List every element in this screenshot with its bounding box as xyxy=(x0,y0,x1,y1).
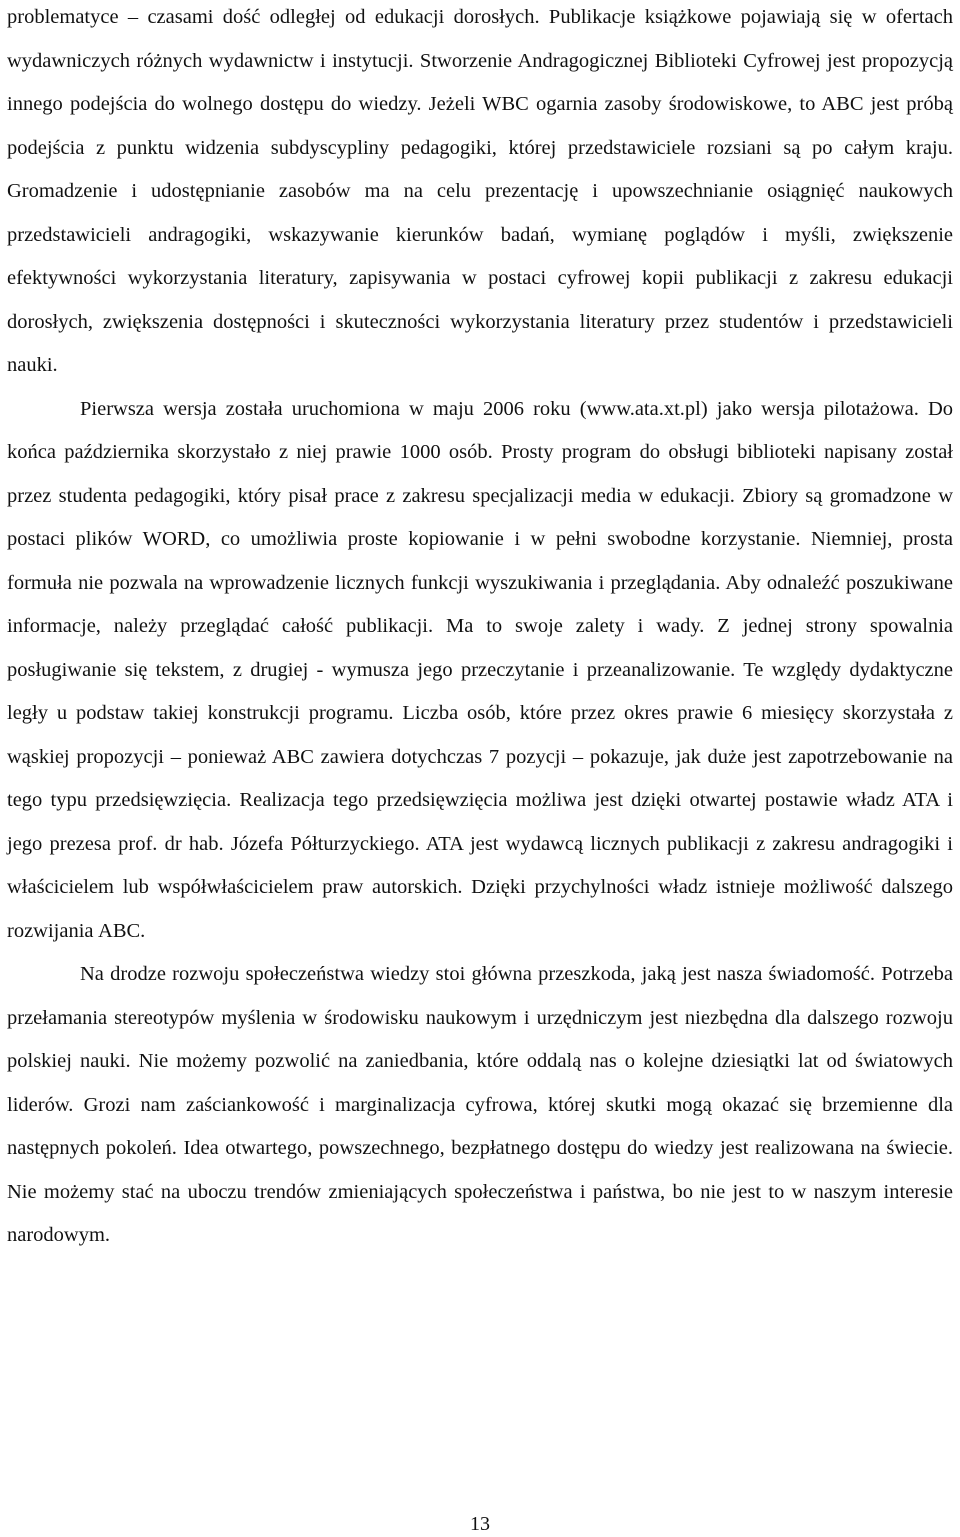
paragraph-knowledge-society: Na drodze rozwoju społeczeństwa wiedzy stoi główna przeszkoda, jaką jest nasza świadomość. Potrzeba przełamania stereotypów myślenia w środowisku naukowym i urzędniczym jest niezbędna dla dalszego rozwoju polskiej nauki. Nie możemy pozwolić na zaniedbania, które oddalą nas o kolejne dziesiątki lat od światowych liderów. Grozi nam zaściankowość i marginalizacja cyfrowa, której skutki mogą okazać się brzemienne dla następnych pokoleń. Idea otwartego, powszechnego, bezpłatnego dostępu do wiedzy jest realizowana na świecie. Nie możemy stać na uboczu trendów zmieniających społeczeństwa i państwa, bo nie jest to w naszym interesie narodowym. xyxy=(7,963,953,1246)
paragraph-continuation: problematyce – czasami dość odległej od edukacji dorosłych. Publikacje książkowe pojawiają się w ofertach wydawniczych różnych wydawnictw i instytucji. Stworzenie Andragogicznej Biblioteki Cyfrowej jest propozycją innego podejścia do wolnego dostępu do wiedzy. Jeżeli WBC ogarnia zasoby środowiskowe, to ABC jest próbą podejścia z punktu widzenia subdyscypliny pedagogiki, której przedstawiciele rozsiani są po całym kraju. Gromadzenie i udostępnianie zasobów ma na celu prezentację i upowszechnianie osiągnięć naukowych przedstawicieli andragogiki, wskazywanie kierunków badań, wymianę poglądów i myśli, zwiększenie efektywności wykorzystania literatury, zapisywania w postaci cyfrowej kopii publikacji z zakresu edukacji dorosłych, zwiększenia dostępności i skuteczności wykorzystania literatury przez studentów i przedstawicieli nauki. xyxy=(7,6,953,376)
paragraph-first-version: Pierwsza wersja została uruchomiona w maju 2006 roku (www.ata.xt.pl) jako wersja pilotażowa. Do końca października skorzystało z niej prawie 1000 osób. Prosty program do obsługi biblioteki napisany został przez studenta pedagogiki, który pisał prace z zakresu specjalizacji media w edukacji. Zbiory są gromadzone w postaci plików WORD, co umożliwia proste kopiowanie i w pełni swobodne korzystanie. Niemniej, prosta formuła nie pozwala na wprowadzenie licznych funkcji wyszukiwania i przeglądania. Aby odnaleźć poszukiwane informacje, należy przeglądać całość publikacji. Ma to swoje zalety i wady. Z jednej strony spowalnia posługiwanie się tekstem, z drugiej - wymusza jego przeczytanie i przeanalizowanie. Te względy dydaktyczne legły u podstaw takiej konstrukcji programu. Liczba osób, które przez okres prawie 6 miesięcy skorzystała z wąskiej propozycji – ponieważ ABC zawiera dotychczas 7 pozycji – pokazuje, jak duże jest zapotrzebowanie na tego typu przedsięwzięcia. Realizacja tego przedsięwzięcia możliwa jest dzięki otwartej postawie władz ATA i jego prezesa prof. dr hab. Józefa Półturzyckiego. ATA jest wydawcą licznych publikacji z zakresu andragogiki i właścicielem lub współwłaścicielem praw autorskich. Dzięki przychylności władz istnieje możliwość dalszego rozwijania ABC. xyxy=(7,397,953,942)
page-number: 13 xyxy=(470,1513,490,1535)
document-page xyxy=(7,0,953,1258)
